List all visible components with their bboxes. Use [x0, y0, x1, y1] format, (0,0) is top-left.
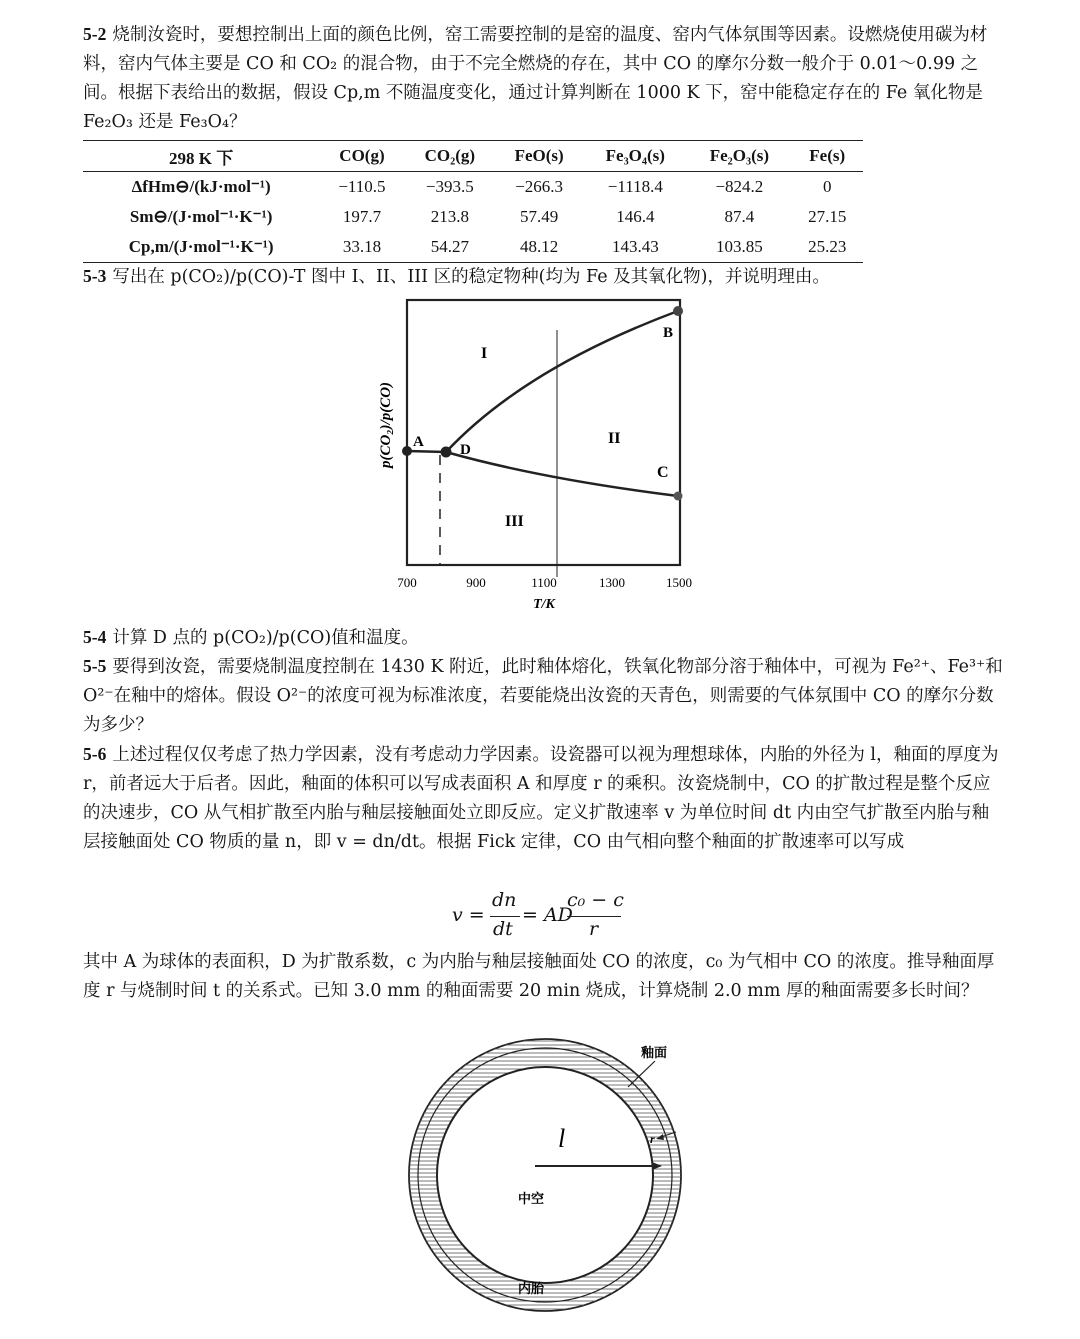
eq-frac-bar	[490, 916, 520, 917]
point-c-marker	[674, 492, 683, 501]
thickness-r-label: r	[650, 1132, 655, 1146]
x-tick-label: 1100	[531, 575, 557, 590]
table-cell: 0	[822, 177, 832, 196]
hollow-circle	[437, 1067, 653, 1283]
eq-frac-bar	[567, 916, 621, 917]
radius-l-label: l	[558, 1124, 566, 1153]
table-header-cell: Fe(s)	[809, 146, 846, 165]
question-text: 上述过程仅仅考虑了热力学因素，没有考虑动力学因素。设瓷器可以视为理想球体，内胎的外径为 l，釉面的厚度为 r，前者远大于后者。因此，釉面的体积可以写成表面积 A 和厚度 r 的乘积。汝瓷烧制中，CO 的扩散过程是整个反应的决速步，CO 从气相扩散至内胎与釉层接触面处立即反应。定义扩散速率 v 为单位时间 dt 内由空气扩散至内胎与釉层接触面处 CO 物质的量 n，即 v = dn/dt。根据 Fick 定律，CO 由气相向整个釉面的扩散速率可以写成	[83, 745, 999, 852]
question-text: 其中 A 为球体的表面积，D 为扩散系数，c 为内胎与釉层接触面处 CO 的浓度，c₀ 为气相中 CO 的浓度。推导釉面厚度 r 与烧制时间 t 的关系式。已知 3.0 mm 的釉面需要 20 min 烧成，计算烧制 2.0 mm 厚的釉面需要多长时间？	[83, 952, 995, 1001]
table-header-cell: CO(g)	[339, 146, 385, 165]
sphere-cross-section	[400, 1035, 700, 1335]
table-cell: −110.5	[338, 177, 386, 196]
table-cell: 146.4	[616, 207, 655, 226]
question-5-6-continued	[83, 948, 1003, 1006]
glaze-label: 釉面	[641, 1045, 668, 1060]
point-c-label: C	[657, 464, 669, 481]
region-iii-label: III	[505, 513, 524, 530]
question-number: 5-5	[83, 656, 107, 676]
table-cell: 48.12	[520, 237, 559, 256]
question-text: 计算 D 点的 p(CO₂)/p(CO)值和温度。	[112, 628, 419, 648]
question-number: 5-4	[83, 627, 107, 647]
eq-frac2-den: r	[589, 918, 599, 940]
eq-frac1-num: dn	[492, 889, 517, 911]
table-cell: 103.85	[716, 237, 763, 256]
point-b-label: B	[663, 325, 674, 341]
table-header-cell: Fe₂O₃(s)	[709, 146, 770, 165]
eq-frac1-den: dt	[493, 918, 513, 940]
question-5-6	[83, 740, 1003, 857]
question-5-3	[83, 262, 1003, 292]
table-header-cell: 298 K 下	[169, 148, 234, 168]
y-axis-label: p(CO₂)/p(CO)	[378, 381, 394, 469]
table-row	[83, 202, 863, 232]
row-label: Sm⊖/(J·mol⁻¹·K⁻¹)	[129, 207, 273, 226]
table-cell: 87.4	[724, 207, 755, 226]
table-header-cell: FeO(s)	[514, 146, 564, 165]
question-5-2	[83, 20, 1003, 137]
question-5-4	[83, 623, 1003, 653]
point-a-label: A	[413, 434, 424, 450]
table-header-cell: CO₂(g)	[424, 146, 476, 165]
x-tick-label: 900	[466, 575, 486, 590]
table-cell: −1118.4	[607, 177, 663, 196]
question-text: 写出在 p(CO₂)/p(CO)-T 图中 I、II、III 区的稳定物种(均为 Fe 及其氧化物)，并说明理由。	[112, 267, 830, 287]
point-d-label: D	[460, 442, 471, 458]
question-text: 要得到汝瓷，需要烧制温度控制在 1430 K 附近，此时釉体熔化，铁氧化物部分溶于釉体中，可视为 Fe²⁺、Fe³⁺和 O²⁻在釉中的熔体。假设 O²⁻的浓度可视为标准浓度，若要能烧出汝瓷的天青色，则需要的气体氛围中 CO 的摩尔分数为多少？	[83, 657, 1003, 735]
hollow-label: 中空	[518, 1191, 545, 1206]
plot-frame	[407, 300, 680, 565]
table-cell: 54.27	[430, 237, 469, 256]
point-a-marker	[402, 446, 412, 456]
table-cell: 27.15	[808, 207, 847, 226]
row-label: ΔfHm⊖/(kJ·mol⁻¹)	[131, 177, 271, 196]
table-cell: 57.49	[520, 207, 559, 226]
point-b-marker	[673, 306, 683, 316]
x-tick-label: 1300	[599, 575, 625, 590]
region-i-label: I	[481, 345, 488, 362]
curve-d-c	[446, 452, 678, 496]
table-cell: 143.43	[611, 237, 659, 256]
table-header-row	[83, 141, 863, 172]
question-5-5	[83, 652, 1003, 740]
curve-a-d	[407, 451, 446, 452]
question-number: 5-2	[83, 24, 107, 44]
row-label: Cp,m/(J·mol⁻¹·K⁻¹)	[128, 237, 274, 256]
thermo-data-table	[83, 140, 863, 263]
eq-lhs: v =	[452, 904, 485, 926]
x-tick-label: 1500	[666, 575, 692, 590]
inner-body-label: 内胎	[518, 1281, 545, 1296]
table-cell: −266.3	[515, 177, 564, 196]
question-number: 5-3	[83, 266, 107, 286]
x-axis-label: T/K	[533, 597, 555, 612]
point-d-marker	[441, 447, 452, 458]
table-cell: 197.7	[342, 207, 382, 226]
table-header-cell: Fe₃O₄(s)	[605, 146, 665, 165]
region-ii-label: II	[608, 430, 621, 447]
phase-diagram	[370, 295, 710, 615]
x-tick-label: 700	[397, 575, 417, 590]
fick-equation	[0, 889, 1080, 945]
question-text: 烧制汝瓷时，要想控制出上面的颜色比例，窑工需要控制的是窑的温度、窑内气体氛围等因素。设燃烧使用碳为材料，窑内气体主要是 CO 和 CO₂ 的混合物，由于不完全燃烧的存在，其中 CO 的摩尔分数一般介于 0.01～0.99 之间。根据下表给出的数据，假设 Cp,m 不随温度变化，通过计算判断在 1000 K 下，窑中能稳定存在的 Fe 氧化物是 Fe₂O₃ 还是 Fe₃O₄？	[83, 25, 988, 132]
table-cell: 33.18	[342, 237, 382, 256]
question-number: 5-6	[83, 744, 107, 764]
table-row	[83, 232, 863, 263]
table-cell: 213.8	[430, 207, 469, 226]
eq-mid: = AD	[522, 904, 573, 926]
table-row	[83, 172, 863, 203]
eq-frac2-num: c₀ − c	[567, 889, 624, 911]
curve-d-b	[446, 311, 678, 452]
table-cell: −393.5	[425, 177, 474, 196]
table-cell: 25.23	[808, 237, 847, 256]
table-cell: −824.2	[715, 177, 764, 196]
